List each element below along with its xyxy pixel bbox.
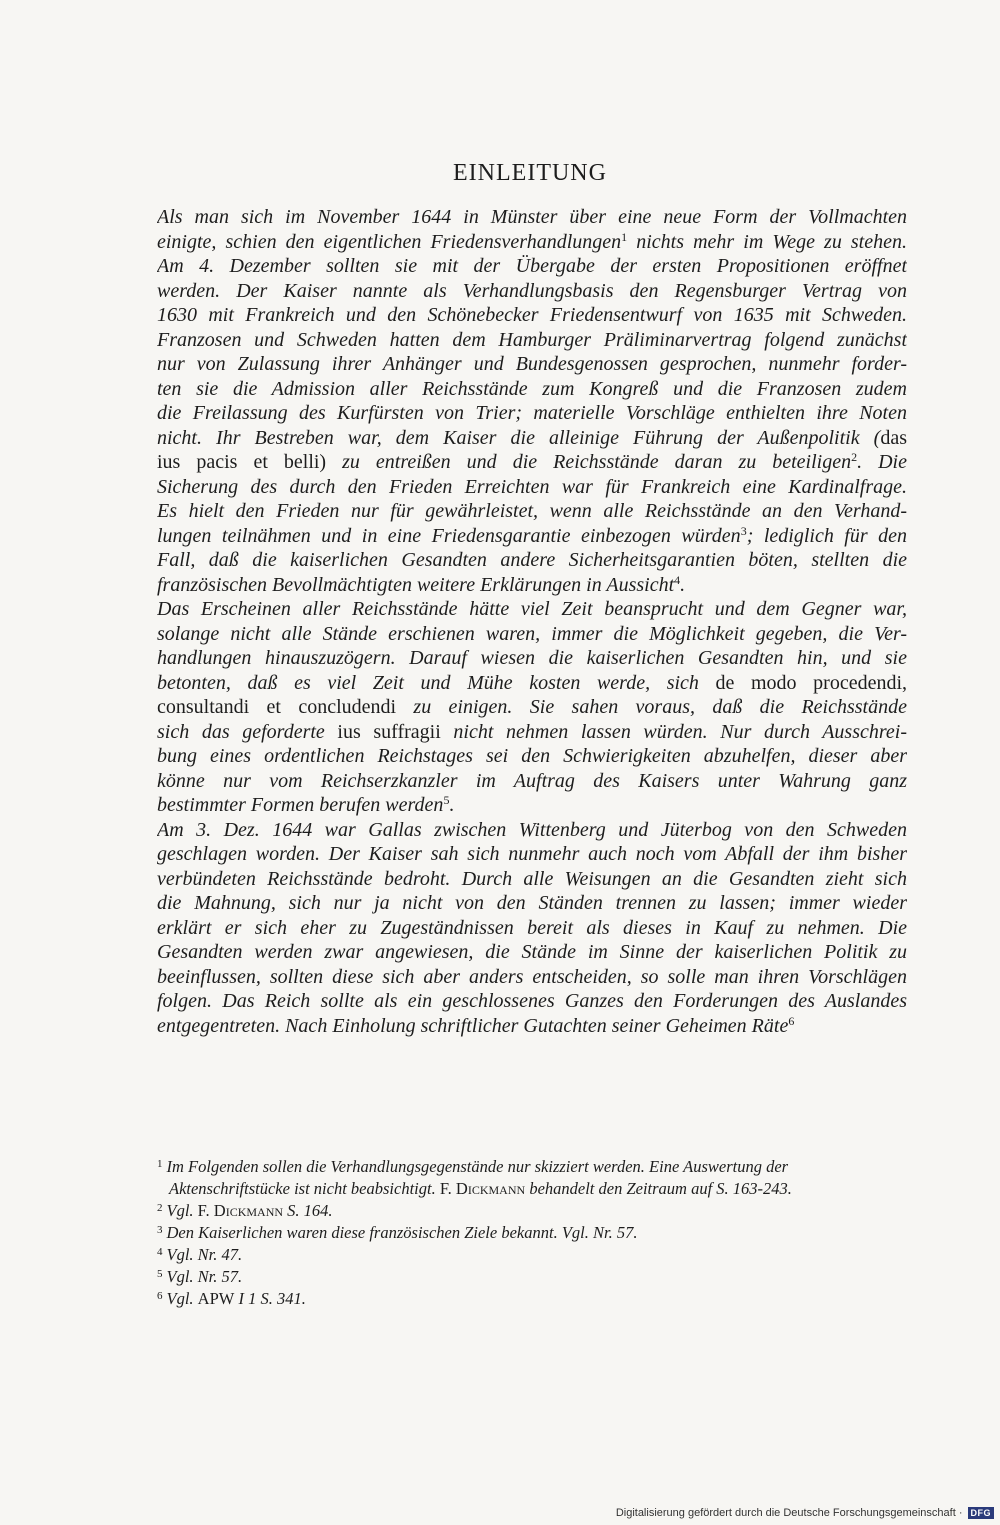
footnote-ref: 4: [674, 572, 681, 587]
text-line: [157, 426, 907, 451]
text-line: [157, 1014, 907, 1039]
text-segment: handlungen hinauszuzögern. Darauf wiesen die kaiserlichen Gesandten hin, und sie: [157, 647, 907, 669]
text-segment: betonten, daß es viel Zeit und Mühe kosten werde, sich: [157, 671, 716, 694]
text-segment: erklärt er sich eher zu Zugeständnissen bereit als dieses in Kauf zu nehmen. Die: [157, 916, 907, 939]
text-line: [157, 671, 907, 696]
footnote-number: 6: [157, 1290, 163, 1302]
latin-phrase: ius suffragii: [337, 720, 441, 743]
text-segment: Fall, daß die kaiserlichen Gesandten andere Sicherheitsgarantien böten, stellten die: [157, 549, 907, 571]
footnote-line: [157, 1288, 907, 1310]
text-line: [157, 450, 907, 475]
text-line: [157, 573, 907, 598]
text-segment: ten sie die Admission aller Reichsstände zum Kongreß und die Franzosen zudem: [157, 377, 907, 400]
footnote-number: 1: [157, 1158, 163, 1170]
text-segment: Als man sich im November 1644 in Münster über eine neue Form der Vollmachten: [157, 206, 907, 228]
text-segment: folgen. Das Reich sollte als ein geschlossenes Ganzes den Forderungen des Auslandes: [157, 990, 907, 1012]
abbreviation: APW: [197, 1289, 235, 1308]
footnote-number: 3: [157, 1224, 163, 1236]
text-line: [157, 205, 907, 230]
text-line: [157, 377, 907, 402]
footnote-ref: 5: [443, 793, 450, 807]
text-segment: nicht nehmen lassen würden. Nur durch Ausschrei-: [440, 720, 907, 743]
author-name: F. Dickmann: [197, 1201, 284, 1220]
text-line: [157, 842, 907, 867]
text-segment: ; lediglich für den: [746, 524, 907, 547]
text-segment: nur von Zulassung ihrer Anhänger und Bundesgenossen gesprochen, nunmehr forder-: [157, 353, 907, 375]
footnote-text: Vgl. Nr. 57.: [166, 1267, 243, 1286]
text-line: [157, 254, 907, 279]
footnote-text: Den Kaiserlichen waren diese französischen Ziele bekannt. Vgl. Nr. 57.: [166, 1223, 638, 1242]
text-segment: die Freilassung des Kurfürsten von Trier; materielle Vorschläge enthielten ihre Noten: [157, 402, 907, 424]
latin-phrase: ius pacis et belli): [157, 451, 327, 473]
footnote-text: Aktenschriftstücke ist nicht beabsichtigt.: [169, 1179, 440, 1198]
latin-phrase: de modo procedendi,: [715, 671, 907, 694]
footnote-text: behandelt den Zeitraum auf S. 163-243.: [525, 1179, 792, 1198]
footnote-ref: 6: [788, 1013, 795, 1028]
text-segment: Es hielt den Frieden nur für gewährleistet, wenn alle Reichsstände an den Verhand-: [157, 500, 907, 522]
text-segment: Franzosen und Schweden hatten dem Hamburger Präliminarvertrag folgend zunächst: [157, 328, 907, 351]
credit-text: Digitalisierung gefördert durch die Deutsche Forschungsgemeinschaft ·: [615, 1507, 963, 1519]
text-line: [157, 744, 907, 769]
text-segment: Das Erscheinen aller Reichsstände hätte viel Zeit beansprucht und dem Gegner war,: [157, 598, 907, 620]
text-segment: .: [449, 794, 455, 816]
text-line: [157, 303, 907, 328]
text-segment: könne nur vom Reichserzkanzler im Auftrag des Kaisers unter Wahrung ganz: [157, 769, 907, 792]
footnote-number: 2: [157, 1202, 163, 1214]
footnote-line: [157, 1178, 907, 1200]
text-segment: französischen Bevollmächtigten weitere Erklärungen in Aussicht: [157, 573, 675, 596]
footnote-line: [157, 1156, 907, 1178]
footnote-text: I 1 S. 341.: [234, 1289, 306, 1308]
text-line: [157, 818, 907, 843]
text-line: [157, 499, 907, 524]
text-segment: solange nicht alle Stände erschienen waren, immer die Möglichkeit gegeben, die Ver-: [157, 622, 907, 645]
text-line: [157, 475, 907, 500]
text-line: [157, 524, 907, 549]
text-segment: werden. Der Kaiser nannte als Verhandlungsbasis den Regensburger Vertrag von: [157, 279, 907, 302]
text-segment: Gesandten werden zwar angewiesen, die Stände im Sinne der kaiserlichen Politik zu: [157, 941, 907, 963]
text-segment: Sicherung des durch den Frieden Erreichten war für Frankreich eine Kardinalfrage.: [157, 475, 907, 498]
page-heading: EINLEITUNG: [453, 160, 607, 186]
text-line: [157, 793, 907, 818]
footnote-number: 5: [157, 1268, 163, 1280]
footnote-line: [157, 1200, 907, 1222]
footnote-text: Im Folgenden sollen die Verhandlungsgegenstände nur skizziert werden. Eine Auswertung der: [166, 1157, 789, 1176]
text-line: [157, 720, 907, 745]
text-segment: bung eines ordentlichen Reichstages sei den Schwierigkeiten abzuhelfen, dieser aber: [157, 745, 907, 767]
body-text: [157, 205, 907, 1038]
text-line: [157, 352, 907, 377]
footnote-text: Vgl. Nr. 47.: [166, 1245, 243, 1264]
footnotes: [157, 1156, 907, 1310]
footnote-line: [157, 1266, 907, 1288]
text-segment: sich das geforderte: [157, 720, 338, 743]
dfg-logo: DFG: [968, 1507, 995, 1519]
text-segment: die Mahnung, sich nur ja nicht von den Ständen trennen zu lassen; immer wieder: [157, 892, 907, 914]
latin-phrase: das: [880, 426, 907, 449]
text-line: [157, 597, 907, 622]
text-line: [157, 622, 907, 647]
footnote-ref: 3: [740, 523, 747, 538]
text-segment: Am 3. Dez. 1644 war Gallas zwischen Wittenberg und Jüterbog von den Schweden: [157, 818, 907, 841]
footnote-text: Vgl.: [166, 1289, 198, 1308]
text-line: [157, 940, 907, 965]
text-segment: .: [680, 573, 686, 596]
footnote-ref: 1: [621, 229, 628, 244]
text-segment: einigte, schien den eigentlichen Friedensverhandlungen: [157, 230, 622, 253]
footnote-text: S. 164.: [283, 1201, 333, 1220]
text-line: [157, 916, 907, 941]
text-segment: zu einigen. Sie sahen voraus, daß die Reichsstände: [396, 696, 907, 718]
text-line: [157, 548, 907, 573]
text-segment: 1630 mit Frankreich und den Schönebecker Friedensentwurf von 1635 mit Schweden.: [157, 304, 907, 326]
text-segment: Am 4. Dezember sollten sie mit der Übergabe der ersten Propositionen eröffnet: [157, 255, 907, 277]
text-line: [157, 769, 907, 794]
text-line: [157, 646, 907, 671]
text-line: [157, 230, 907, 255]
text-segment: . Die: [857, 451, 907, 473]
text-segment: zu entreißen und die Reichsstände daran zu beteiligen: [326, 451, 852, 473]
text-line: [157, 328, 907, 353]
text-segment: nichts mehr im Wege zu stehen.: [627, 230, 907, 253]
text-segment: verbündeten Reichsstände bedroht. Durch alle Weisungen an die Gesandten zieht sich: [157, 867, 907, 890]
text-line: [157, 891, 907, 916]
text-segment: beeinflussen, sollten diese sich aber anders entscheiden, so solle man ihren Vorschlägen: [157, 965, 907, 988]
text-segment: bestimmter Formen berufen werden: [157, 794, 444, 816]
text-segment: geschlagen worden. Der Kaiser sah sich nunmehr auch noch vom Abfall der ihm bisher: [157, 843, 907, 865]
footnote-line: [157, 1244, 907, 1266]
footnote-number: 4: [157, 1246, 163, 1258]
text-segment: lungen teilnähmen und in eine Friedensgarantie einbezogen würden: [157, 524, 741, 547]
text-line: [157, 695, 907, 720]
author-name: F. Dickmann: [439, 1179, 526, 1198]
latin-phrase: consultandi et concludendi: [157, 696, 397, 718]
text-line: [157, 965, 907, 990]
footnote-ref: 2: [851, 450, 858, 464]
footnote-text: Vgl.: [166, 1201, 198, 1220]
digitization-credit: [616, 1507, 994, 1519]
text-segment: entgegentreten. Nach Einholung schriftlicher Gutachten seiner Geheimen Räte: [157, 1014, 789, 1037]
footnote-line: [157, 1222, 907, 1244]
text-line: [157, 989, 907, 1014]
text-line: [157, 279, 907, 304]
text-line: [157, 867, 907, 892]
text-line: [157, 401, 907, 426]
text-segment: nicht. Ihr Bestreben war, dem Kaiser die alleinige Führung der Außenpolitik (: [157, 426, 881, 449]
